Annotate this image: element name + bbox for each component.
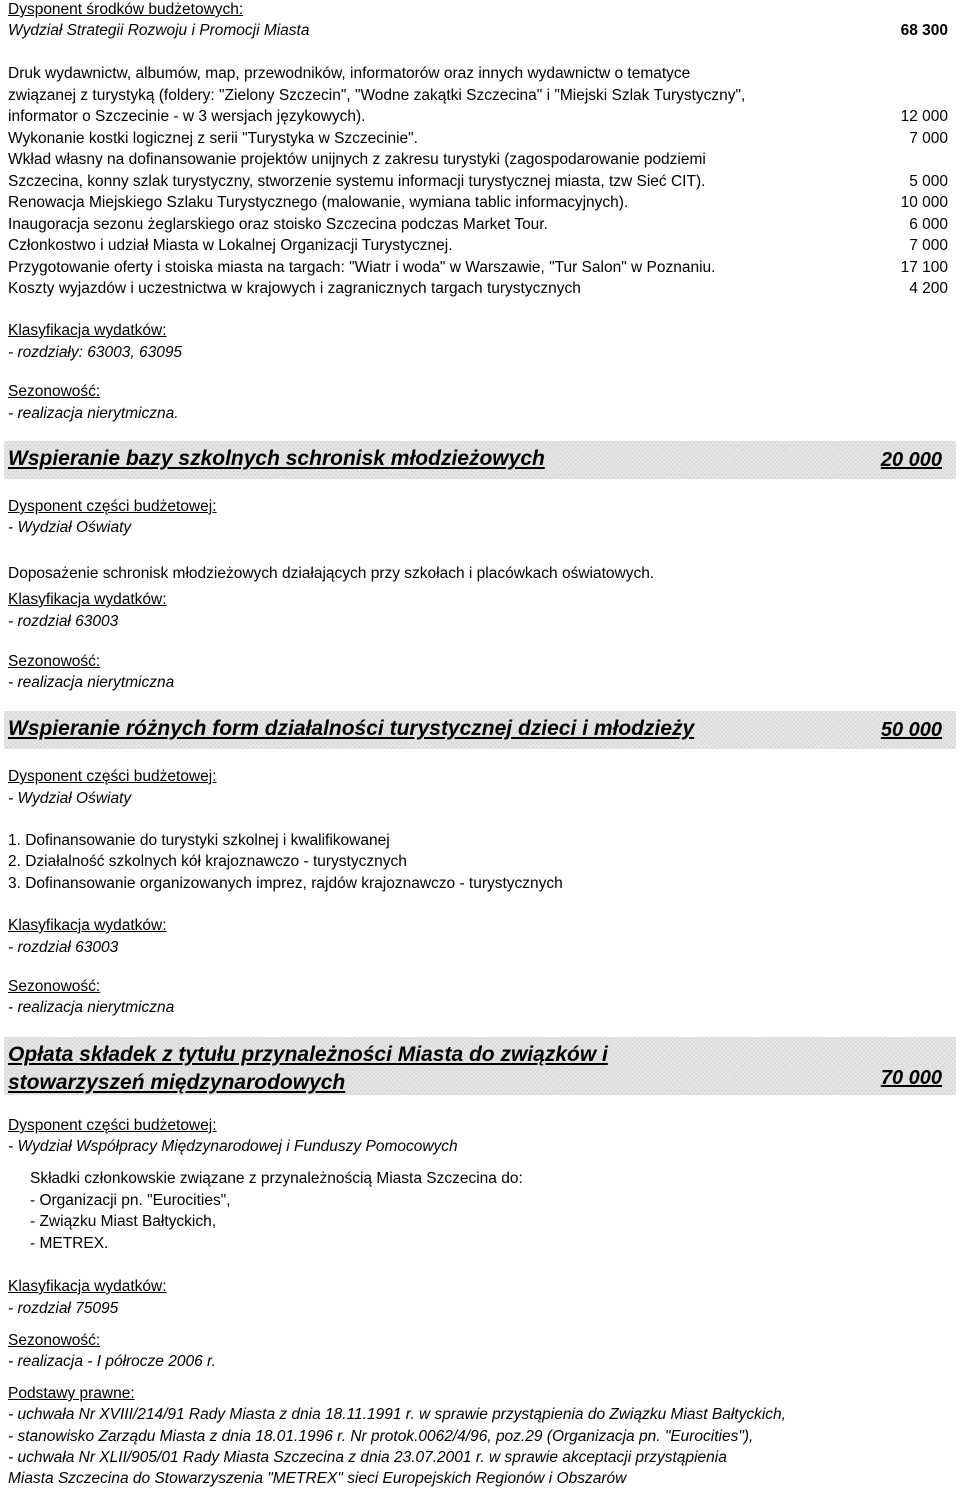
dysponent-label: Dysponent środków budżetowych: [8,1,244,18]
item-amount: 4 200 [909,280,948,297]
podstawy-prawne-label: Podstawy prawne: [8,1385,135,1402]
klasyfikacja-value: - rozdział 63003 [8,613,119,630]
dysponent-label: Dysponent części budżetowej: [8,1117,217,1134]
section-title: Wspieranie bazy szkolnych schronisk młodzieżowych [8,447,545,470]
item-text: Wkład własny na dofinansowanie projektów unijnych z zakresu turystyki (zagospodarowanie podziemi [8,151,706,168]
list-item: - Organizacji pn. "Eurocities", [30,1192,231,1209]
item-text: informator o Szczecinie - w 3 wersjach językowych). [8,108,366,125]
sezonowosc-label: Sezonowość: [8,383,101,400]
section-amount: 20 000 [880,449,942,471]
item-text: Członkostwo i udział Miasta w Lokalnej Organizacji Turystycznej. [8,237,453,254]
dysponent-value: - Wydział Oświaty [8,519,132,536]
klasyfikacja-label: Klasyfikacja wydatków: [8,1278,167,1295]
item-text: związanej z turystyką (foldery: "Zielony Szczecin", "Wodne zakątki Szczecina" i "Miejski Szlak Turystyczny", [8,87,746,104]
list-item: - Związku Miast Bałtyckich, [30,1213,217,1230]
item-text: Druk wydawnictw, albumów, map, przewodników, informatorów oraz innych wydawnictw o tematyce [8,65,691,82]
item-text: Przygotowanie oferty i stoiska miasta na targach: "Wiatr i woda" w Warszawie, "Tur Salon" w Poznaniu. [8,259,716,276]
item-amount: 7 000 [909,237,948,254]
list-item: 1. Dofinansowanie do turystyki szkolnej i kwalifikowanej [8,832,390,849]
list-item: - METREX. [30,1235,109,1252]
dysponent-label: Dysponent części budżetowej: [8,498,217,515]
klasyfikacja-label: Klasyfikacja wydatków: [8,322,167,339]
section-description: Składki członkowskie związane z przynależnością Miasta Szczecina do: [30,1170,523,1187]
item-amount: 12 000 [900,108,948,125]
item-amount: 5 000 [909,173,948,190]
klasyfikacja-label: Klasyfikacja wydatków: [8,917,167,934]
sezonowosc-label: Sezonowość: [8,653,101,670]
dysponent-value: - Wydział Współpracy Międzynarodowej i Funduszy Pomocowych [8,1138,458,1155]
section-amount: 50 000 [880,719,942,741]
section-description: Doposażenie schronisk młodzieżowych działających przy szkołach i placówkach oświatowych. [8,565,655,582]
section-title: Wspieranie różnych form działalności turystycznej dzieci i młodzieży [8,717,695,740]
dysponent-value: - Wydział Oświaty [8,790,132,807]
klasyfikacja-value: - rozdział 75095 [8,1300,119,1317]
sezonowosc-value: - realizacja nierytmiczna [8,674,175,691]
sezonowosc-label: Sezonowość: [8,1332,101,1349]
sezonowosc-label: Sezonowość: [8,978,101,995]
item-text: Szczecina, konny szlak turystyczny, stworzenie systemu informacji turystycznej miasta, tzw Sieć CIT). [8,173,706,190]
item-amount: 17 100 [900,259,948,276]
sezonowosc-value: - realizacja - I półrocze 2006 r. [8,1353,216,1370]
section-title: Opłata składek z tytułu przynależności Miasta do związków i [8,1043,608,1066]
klasyfikacja-label: Klasyfikacja wydatków: [8,591,167,608]
item-text: Renowacja Miejskiego Szlaku Turystycznego (malowanie, wymiana tablic informacyjnych). [8,194,629,211]
section-title: stowarzyszeń międzynarodowych [8,1071,346,1094]
list-item: 3. Dofinansowanie organizowanych imprez, rajdów krajoznawczo - turystycznych [8,875,563,892]
item-text: Inaugoracja sezonu żeglarskiego oraz stoisko Szczecina podczas Market Tour. [8,216,548,233]
item-text: Wykonanie kostki logicznej z serii "Turystyka w Szczecinie". [8,130,418,147]
sezonowosc-value: - realizacja nierytmiczna. [8,405,179,422]
dysponent-label: Dysponent części budżetowej: [8,768,217,785]
section-total: 68 300 [900,22,948,39]
item-amount: 6 000 [909,216,948,233]
klasyfikacja-value: - rozdział 63003 [8,939,119,956]
klasyfikacja-value: - rozdziały: 63003, 63095 [8,344,183,361]
sezonowosc-value: - realizacja nierytmiczna [8,999,175,1016]
legal-basis-line: - uchwała Nr XVIII/214/91 Rady Miasta z dnia 18.11.1991 r. w sprawie przystąpienia do Związku Miast Bałtyckich, [8,1406,786,1423]
legal-basis-line: Miasta Szczecina do Stowarzyszenia "METREX" sieci Europejskich Regionów i Obszarów [8,1470,627,1487]
legal-basis-line: - stanowisko Zarządu Miasta z dnia 18.01.1996 r. Nr protok.0062/4/96, poz.29 (Organizacja pn. "Eurocities"), [8,1428,754,1445]
unit-name: Wydział Strategii Rozwoju i Promocji Miasta [8,22,310,39]
section-amount: 70 000 [880,1067,942,1089]
legal-basis-line: - uchwała Nr XLII/905/01 Rady Miasta Szczecina z dnia 23.07.2001 r. w sprawie akceptacji przystąpienia [8,1449,727,1466]
item-text: Koszty wyjazdów i uczestnictwa w krajowych i zagranicznych targach turystycznych [8,280,581,297]
list-item: 2. Działalność szkolnych kół krajoznawczo - turystycznych [8,853,407,870]
item-amount: 7 000 [909,130,948,147]
item-amount: 10 000 [900,194,948,211]
